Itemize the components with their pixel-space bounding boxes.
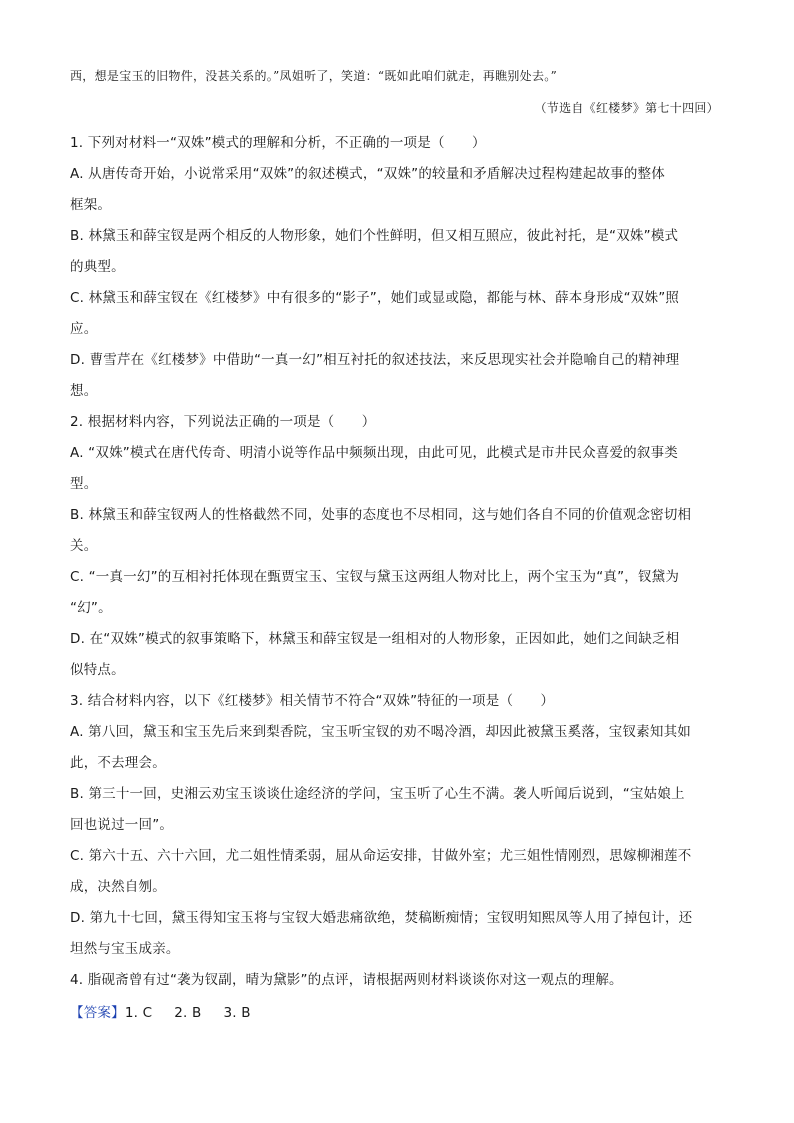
q3-option-c-cont: 成，决然自刎。 [70,879,166,895]
question-1-stem: 1. 下列对材料一“双姝”模式的理解和分析，不正确的一项是（ ） [70,135,486,151]
question-3-stem: 3. 结合材料内容，以下《红楼梦》相关情节不符合“双姝”特征的一项是（ ） [70,693,555,709]
excerpt-last-line: 西，想是宝玉的旧物件，没甚关系的。”凤姐听了，笑道：“既如此咱们就走，再瞧别处去。” [70,69,558,83]
q1-option-a-cont: 框架。 [70,197,112,213]
q3-option-d-cont: 坦然与宝玉成亲。 [70,941,180,957]
q2-option-a-cont: 型。 [70,476,98,492]
q1-option-b: B. 林黛玉和薛宝钗是两个相反的人物形象，她们个性鲜明，但又相互照应，彼此衬托，是“双姝”模式 [70,228,679,244]
q3-option-b-cont: 回也说过一回”。 [70,817,174,833]
q1-option-a: A. 从唐传奇开始，小说常采用“双姝”的叙述模式，“双姝”的较量和矛盾解决过程构建起故事的整体 [70,166,665,182]
q1-option-c: C. 林黛玉和薛宝钗在《红楼梦》中有很多的“影子”，她们或显或隐，都能与林、薛本身形成“双姝”照 [70,290,680,306]
q1-option-d: D. 曹雪芹在《红楼梦》中借助“一真一幻”相互衬托的叙述技法，来反思现实社会并隐喻自己的精神理 [70,352,680,368]
question-4-stem: 4. 脂砚斋曾有过“袭为钗副，晴为黛影”的点评，请根据两则材料谈谈你对这一观点的理解。 [70,972,623,988]
q2-option-c: C. “一真一幻”的互相衬托体现在甄贾宝玉、宝钗与黛玉这两组人物对比上，两个宝玉为“真”，钗黛为 [70,569,680,585]
q3-option-a-cont: 此，不去理会。 [70,755,166,771]
q3-option-d: D. 第九十七回，黛玉得知宝玉将与宝钗大婚悲痛欲绝，焚稿断痴情；宝钗明知熙凤等人用了掉包计，还 [70,910,693,926]
q2-option-b-cont: 关。 [70,538,98,554]
q2-option-c-cont: “幻”。 [70,600,112,616]
q1-option-d-cont: 想。 [70,383,98,399]
question-2-stem: 2. 根据材料内容，下列说法正确的一项是（ ） [70,414,376,430]
q2-option-a: A. “双姝”模式在唐代传奇、明清小说等作品中频频出现，由此可见，此模式是市井民众喜爱的叙事类 [70,445,678,461]
q2-option-d-cont: 似特点。 [70,662,125,678]
answer-row [70,1001,273,1021]
q2-option-d: D. 在“双姝”模式的叙事策略下，林黛玉和薛宝钗是一组相对的人物形象，正因如此，她们之间缺乏相 [70,631,680,647]
answer-items [125,1005,273,1021]
q3-option-a: A. 第八回，黛玉和宝玉先后来到梨香院，宝玉听宝钗的劝不喝冷酒，却因此被黛玉奚落，宝钗素知其如 [70,724,691,740]
answer-2: 2. B [174,1005,202,1021]
answer-3: 3. B [223,1005,251,1021]
q1-option-b-cont: 的典型。 [70,259,125,275]
answer-1: 1. C [124,1005,153,1021]
q3-option-c: C. 第六十五、六十六回，尤二姐性情柔弱，屈从命运安排，甘做外室；尤三姐性情刚烈，思嫁柳湘莲不 [70,848,692,864]
answer-label: 【答案】 [70,1005,125,1021]
q2-option-b: B. 林黛玉和薛宝钗两人的性格截然不同，处事的态度也不尽相同，这与她们各自不同的价值观念密切相 [70,507,692,523]
q3-option-b: B. 第三十一回，史湘云劝宝玉谈谈仕途经济的学问，宝玉听了心生不满。袭人听闻后说到，“宝姑娘上 [70,786,685,802]
excerpt-source: （节选自《红楼梦》第七十四回） [534,101,719,115]
q1-option-c-cont: 应。 [70,321,98,337]
